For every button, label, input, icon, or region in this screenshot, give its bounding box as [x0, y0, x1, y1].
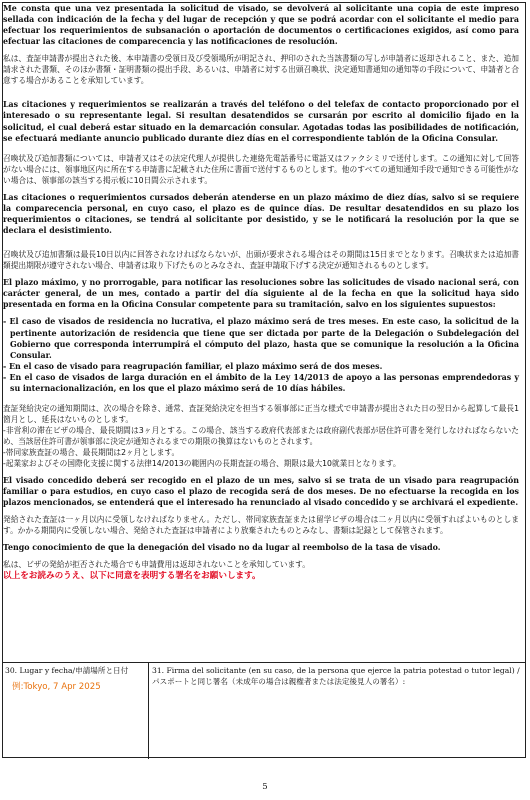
place-date-field[interactable] — [2, 663, 149, 759]
signature-table — [2, 662, 526, 759]
paragraph-deadlines-es: Las citaciones o requerimientos cursados deberán atenderse en un plazo máximo de diez días, salvo si se requiere la comparecencia personal, en cuyo caso, el plazo es de quince días. De resultar desatendidos en su plazo los requerimientos o citaciones, se tendrá al solicitante por desistido, y se le notificará la resolución por la que se declara el desistimiento. — [3, 192, 519, 236]
paragraph-citations-es: Las citaciones y requerimientos se realizarán a través del teléfono o del telefax de contacto proporcionado por el interesado o su representante legal. Si resultan desatendidos se cursarán por escrito al domicilio fijado en la solicitud, el cual deberá estar situado en la demarcación consular. Agotadas todas las posibilidades de notificación, se efectuará mediante anuncio publicado durante diez días en el correspondiente tablón de la Oficina Consular. — [3, 100, 519, 143]
list-item: - En el caso de visado para reagrupación familiar, el plazo máximo será de dos meses. — [3, 361, 383, 371]
paragraph-fee-ja: 私は、ビザの発給が拒否された場合でも申請費用は返却されないことを承知しています。 — [3, 560, 310, 570]
list-item: - En el caso de visados de larga duración en el ámbito de la Ley 14/2013 de apoyo a las personas emprendedoras y su internacionalización, en los que el plazo máximo será de 10 días hábiles. — [3, 372, 519, 393]
paragraph-max-term-ja: 査証発給決定の通知期間は、次の場合を除き、通常、査証発給決定を担当する領事部に正当な様式で申請書が提出された日の翌日から起算して最長1箇月とし、延長はないものとします。 — [3, 404, 519, 425]
paragraph-collection-ja: 発給された査証は一ヶ月以内に受領しなければなりません。ただし、帯同家族査証または留学ビザの場合は二ヶ月以内に受領すればよいものとします。かかる期間内に受領しない場合、発給された査証は申請者により放棄されたものとみなし、書類は記録として保管されます。 — [3, 515, 519, 536]
applicant-signature-label: 31. Firma del solicitante (en su caso, de la persona que ejerce la patria potestad o tutor legal) / パスポートと同じ署名（未成年の場合は親権者または法定後見人の署名）: — [152, 666, 520, 686]
paragraph-deadlines-ja: 召喚状及び追加書類は最長10日以内に回答されなければならないが、出頭が要求される場合はその期間は15日までとなります。召喚状または追加書類提出期限が遵守されない場合、申請者は取り下げたものとみなされ、査証申請取下げする決定が通知されるものとします。 — [3, 250, 519, 271]
paragraph-receipt-es: Me consta que una vez presentada la solicitud de visado, se devolverá al solicitante una copia de este impreso sellada con indicación de la fecha y del lugar de recepción y que se podrá acordar con el solicitante el medio para efectuar los requerimientos de subsanación o aportación de documentos o certificaciones exigidos, así como para efectuar las citaciones de comparecencia y las notificaciones de resolución. — [3, 4, 519, 47]
paragraph-case-entrepreneur-ja: -起業家およびその国際化支援に関する法律14/2013の範囲内の長期査証の場合、期限は最大10就業日となります。 — [3, 459, 401, 469]
paragraph-collection-es: El visado concedido deberá ser recogido en el plazo de un mes, salvo si se trata de un visado para reagrupación familiar o para estudios, en cuyo caso el plazo de recogida será de dos meses. De no efectuarse la recogida en los plazos mencionados, se entenderá que el interesado ha renunciado al visado concedido y se archivará el expediente. — [3, 476, 519, 508]
applicant-signature-field[interactable] — [149, 663, 525, 759]
paragraph-citations-ja: 召喚状及び追加書類については、申請者又はその法定代理人が提供した連絡先電話番号に電話又はファクシミリで送付します。この通知に対して回答がない場合には、領事地区内に所在する申請書に記載された住所に書面で送付するものとします。他のすべての通知通知手段で通知できる可能性がない場合は、領事部の該当する掲示板に10日間公示されます。 — [3, 153, 519, 185]
signature-instruction: 以上をお読みのうえ、以下に同意を表明する署名をお願いします。 — [3, 571, 261, 582]
place-date-label: 30. Lugar y fecha/申請場所と日付 — [5, 666, 129, 675]
list-item: - El caso de visados de residencia no lucrativa, el plazo máximo será de tres meses. En este caso, la solicitud de la pertinente autorización de residencia que tiene que ser dictada por parte de la Delegación o Subdelegación del Gobierno que corresponda interrumpirá el cómputo del plazo, hasta que se comunique la resolución a la Oficina Consular. — [3, 317, 519, 360]
place-date-example: 例:Tokyo, 7 Apr 2025 — [12, 681, 101, 692]
paragraph-receipt-ja: 私は、査証申請書が提出された後、本申請書の受領日及び受領場所が明記され、押印のされた当該書類の写しが申請者に返却されること、また、追加請求された書類、そのほか書類・証明書類の提出手段、あるいは、申請者に対する出頭召喚状、決定通知書通知の通知等の手段について、申請者と合意する場合があることを承知しています。 — [3, 54, 519, 86]
paragraph-case-nonlucrative-ja: -非営利の滞在ビザの場合、最長期間は3ヶ月とする。この場合、該当する政府代表部または政府副代表部が居住許可書を発行しなければならないため、当該居住許可書が領事部に決定が通知されるまでの期限の換算はないものとされます。 — [3, 426, 519, 447]
paragraph-max-term-es: El plazo máximo, y no prorrogable, para notificar las resoluciones sobre las solicitudes de visado nacional será, con carácter general, de un mes, contado a partir del día siguiente al de la fecha en que la solicitud haya sido presentada en forma en la Oficina Consular competente para su tramitación, salvo en los siguientes supuestos: — [3, 278, 519, 310]
exception-cases-list — [3, 316, 519, 394]
paragraph-case-family-ja: -帯同家族査証の場合、最長期間は2ヶ月とします。 — [3, 448, 180, 458]
page-number: 5 — [262, 782, 268, 792]
declaration-text — [3, 3, 519, 582]
paragraph-fee-es: Tengo conocimiento de que la denegación del visado no da lugar al reembolso de la tasa de visado. — [3, 543, 441, 553]
